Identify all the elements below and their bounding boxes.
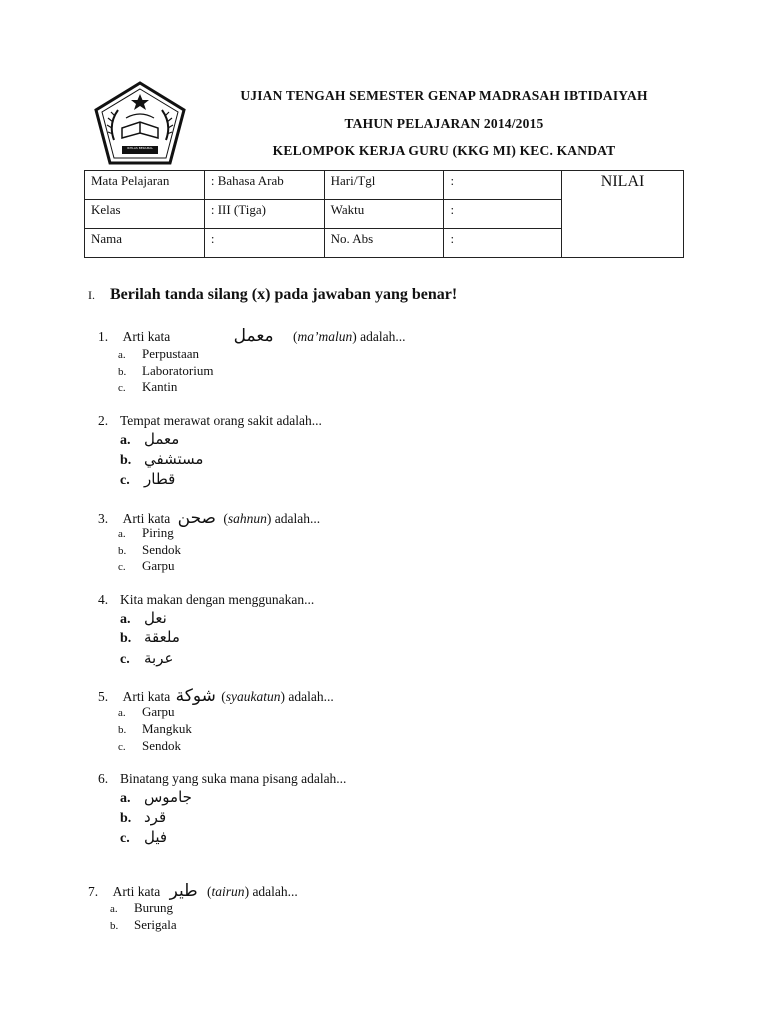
arabic-word: صحن <box>177 508 216 528</box>
question-7: 7. Arti kata طير (tairun) adalah... <box>88 881 298 901</box>
option-4a[interactable]: a. نعل <box>120 609 167 627</box>
kelas-label: Kelas <box>85 200 205 229</box>
option-2a[interactable]: a. معمل <box>120 430 180 448</box>
question-2: 2. Tempat merawat orang sakit adalah... <box>98 413 322 428</box>
mapel-value: : Bahasa Arab <box>204 171 324 200</box>
section-heading <box>88 286 457 304</box>
mapel-label: Mata Pelajaran <box>85 171 205 200</box>
noabs-label: No. Abs <box>324 229 444 258</box>
kemenag-logo <box>92 80 188 166</box>
nama-label: Nama <box>85 229 205 258</box>
waktu-label: Waktu <box>324 200 444 229</box>
arabic-word: معمل <box>233 326 274 346</box>
question-3: 3. Arti kata صحن (sahnun) adalah... <box>98 508 321 528</box>
question-5: 5. Arti kata شوكة (syaukatun) adalah... <box>98 686 334 706</box>
option-2c[interactable]: c. قطار <box>120 470 176 488</box>
haritgl-field[interactable]: : <box>444 171 562 200</box>
nama-field[interactable]: : <box>204 229 324 258</box>
option-4c[interactable]: c. عربة <box>120 649 174 667</box>
option-5b[interactable]: b. Mangkuk <box>118 721 192 736</box>
header-title: UJIAN TENGAH SEMESTER GENAP MADRASAH IBTIDAIYAH <box>240 88 648 103</box>
arabic-word: طير <box>169 881 198 901</box>
question-1: 1. Arti kata معمل (ma’malun) adalah... <box>98 326 406 346</box>
arabic-word: شوكة <box>175 686 216 706</box>
header-group: KELOMPOK KERJA GURU (KKG MI) KEC. KANDAT <box>272 143 616 158</box>
option-3a[interactable]: a. Piring <box>118 525 174 540</box>
question-6: 6. Binatang yang suka mana pisang adalah... <box>98 771 347 786</box>
student-info-table <box>84 170 684 258</box>
option-1b[interactable]: b. Laboratorium <box>118 363 214 378</box>
noabs-field[interactable]: : <box>444 229 562 258</box>
haritgl-label: Hari/Tgl <box>324 171 444 200</box>
header-year: TAHUN PELAJARAN 2014/2015 <box>344 116 544 131</box>
option-2b[interactable]: b. مستشفي <box>120 450 204 468</box>
option-4b[interactable]: b. ملعقة <box>120 628 180 646</box>
waktu-field[interactable]: : <box>444 200 562 229</box>
section-instruction: Berilah tanda silang (x) pada jawaban yang benar! <box>110 286 458 303</box>
section-number: I. <box>88 288 95 302</box>
logo-text: IKHLAS BERAMAL <box>126 146 154 150</box>
option-6b[interactable]: b. قرد <box>120 808 167 826</box>
nilai-label: NILAI <box>600 173 645 190</box>
question-4: 4. Kita makan dengan menggunakan... <box>98 592 315 607</box>
option-5c[interactable]: c. Sendok <box>118 738 181 753</box>
kelas-value: : III (Tiga) <box>204 200 324 229</box>
option-1c[interactable]: c. Kantin <box>118 379 178 394</box>
nilai-box[interactable] <box>562 171 684 258</box>
option-6c[interactable]: c. فيل <box>120 828 168 846</box>
option-7a[interactable]: a. Burung <box>110 900 173 915</box>
option-5a[interactable]: a. Garpu <box>118 704 175 719</box>
option-3b[interactable]: b. Sendok <box>118 542 181 557</box>
option-1a[interactable]: a. Perpustaan <box>118 346 200 361</box>
option-7b[interactable]: b. Serigala <box>110 917 177 932</box>
option-3c[interactable]: c. Garpu <box>118 558 175 573</box>
option-6a[interactable]: a. جاموس <box>120 788 192 806</box>
